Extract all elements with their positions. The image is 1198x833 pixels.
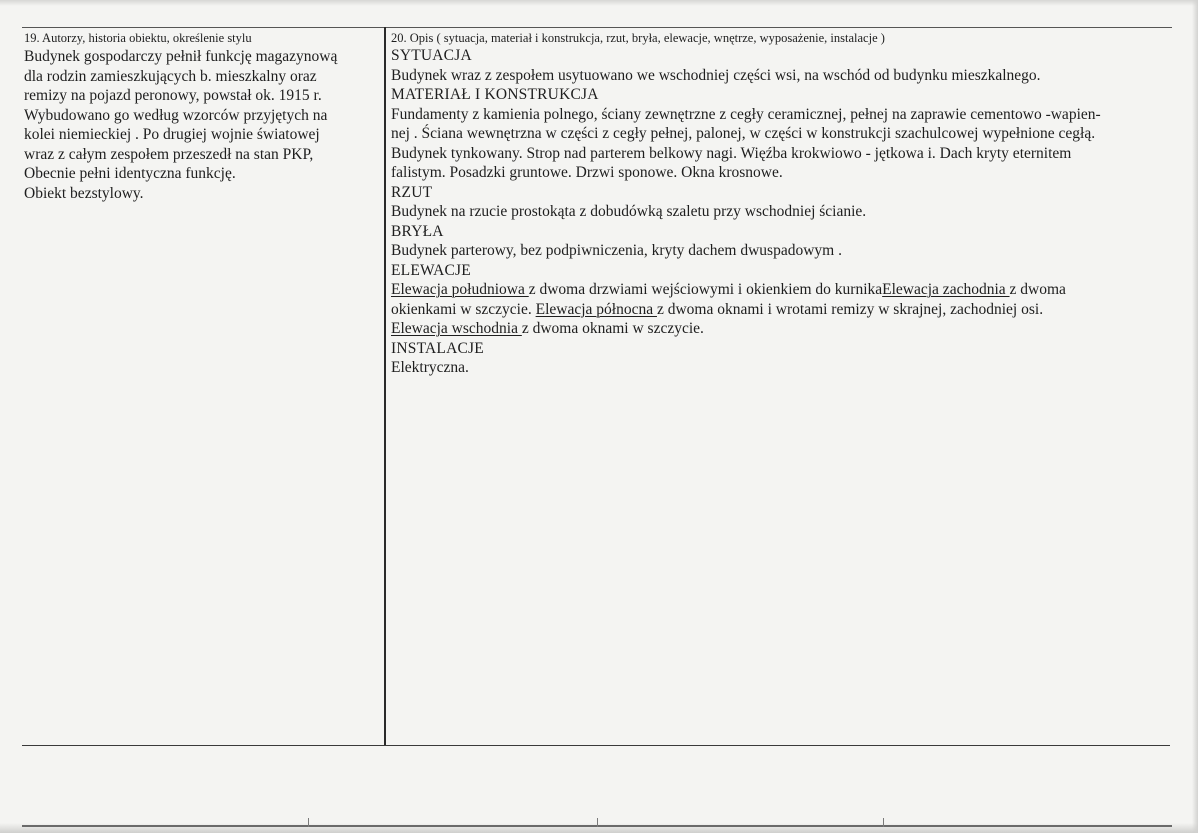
field-19-header: 19. Autorzy, historia obiektu, określenie stylu (24, 31, 252, 45)
field-19-history (24, 30, 376, 203)
text-line: Budynek tynkowany. Strop nad parterem belkowy nagi. Więźba krokwiowo - jętkowa i. Dach kryty eternitem (391, 144, 1072, 162)
text-line: dla rodzin zamieszkujących b. mieszkalny oraz (24, 67, 317, 85)
footer-cell-divider (308, 818, 309, 827)
page-right-edge (1192, 0, 1198, 833)
text-line: nej . Ściana wewnętrzna w części z cegły pełnej, palonej, w części w konstrukcji szachulcowej wypełnione cegłą. (391, 125, 1096, 142)
text-line: remizy na pojazd peronowy, powstał ok. 1915 r. (24, 87, 322, 104)
text-line: wraz z całym zespołem przeszedł na stan PKP, (24, 145, 314, 163)
field-20-header: 20. Opis ( sytuacja, materiał i konstrukcja, rzut, bryła, elewacje, wnętrze, wyposażenie, instalacje ) (391, 31, 885, 45)
column-divider (384, 27, 386, 745)
table-top-border (22, 27, 1172, 28)
text-line: Fundamenty z kamienia polnego, ściany zewnętrzne z cegły ceramicznej, pełnej na zaprawie cementowo -wapien- (391, 105, 1101, 123)
elevation-text: z dwoma (1009, 281, 1066, 298)
footer-cell-divider (883, 818, 884, 827)
text-line: falistym. Posadzki gruntowe. Drzwi sponowe. Okna krosnowe. (391, 164, 783, 181)
text-line (391, 300, 1171, 320)
elevation-text: z dwoma drzwiami wejściowymi i okienkiem do kurnika (528, 281, 883, 298)
elevation-label-south: Elewacja południowa (391, 281, 529, 298)
text-line: Obecnie pełni identyczna funkcję. (24, 165, 236, 182)
elevation-label-west: Elewacja zachodnia (882, 281, 1010, 298)
elevation-text: okienkami w szczycie. (391, 300, 536, 318)
text-line (391, 319, 1171, 339)
section-heading-bryla: BRYŁA (391, 222, 444, 240)
section-heading-rzut: RZUT (391, 183, 433, 201)
elevation-text: z dwoma oknami w szczycie. (521, 320, 704, 337)
text-line: Budynek na rzucie prostokąta z dobudówką szaletu przy wschodniej ścianie. (391, 203, 867, 220)
elevation-label-north: Elewacja północna (535, 300, 657, 318)
text-line: Elektryczna. (391, 359, 469, 376)
text-line: Budynek wraz z zespołem usytuowano we wschodniej części wsi, na wschód od budynku mieszkalnego. (391, 66, 1041, 84)
elevation-label-east: Elewacja wschodnia (391, 320, 522, 337)
section-heading-instalacje: INSTALACJE (391, 339, 484, 357)
table-bottom-border (22, 745, 1170, 746)
footer-cell-divider (597, 818, 598, 827)
text-line: Budynek parterowy, bez podpiwniczenia, kryty dachem dwuspadowym . (391, 242, 842, 259)
section-heading-sytuacja: SYTUACJA (391, 47, 472, 64)
elevation-text: z dwoma oknami i wrotami remizy w skrajnej, zachodniej osi. (656, 300, 1044, 318)
field-20-description (391, 30, 1171, 378)
text-line: Obiekt bezstylowy. (24, 184, 144, 202)
field-19-text (24, 47, 376, 203)
text-line: Wybudowano go według wzorców przyjętych na (24, 106, 328, 124)
section-heading-elewacje: ELEWACJE (391, 261, 471, 279)
page-top-edge (0, 0, 1198, 6)
text-line (391, 280, 1171, 300)
text-line: kolei niemieckiej . Po drugiej wojnie światowej (24, 126, 320, 143)
text-line: Budynek gospodarczy pełnił funkcję magazynową (24, 48, 338, 65)
section-heading-material: MATERIAŁ I KONSTRUKCJA (391, 86, 599, 103)
